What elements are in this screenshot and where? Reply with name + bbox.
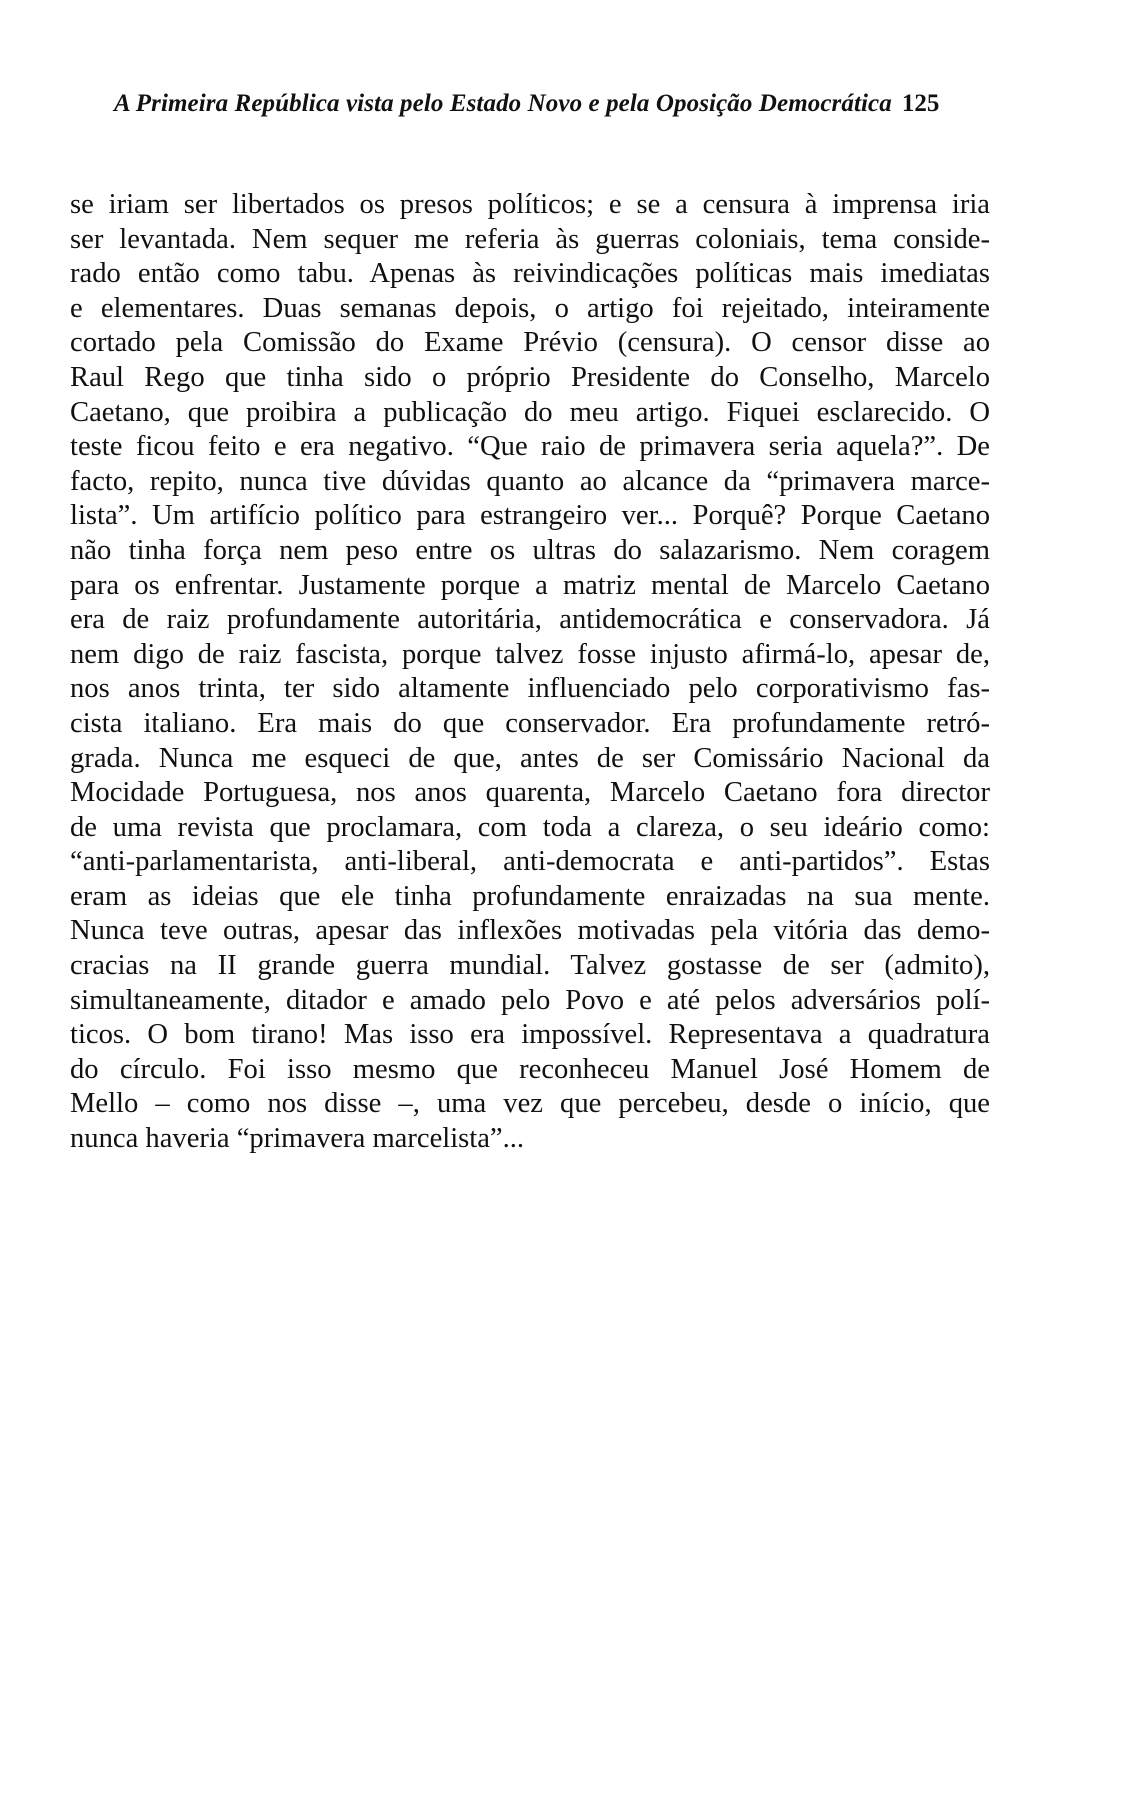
body-paragraph [70, 188, 990, 1157]
text-line: Mocidade Portuguesa, nos anos quarenta, Marcelo Caetano fora director [70, 777, 990, 809]
text-line: era de raiz profundamente autoritária, antidemocrática e conservadora. Já [70, 604, 990, 636]
running-header [114, 88, 990, 120]
text-line: para os enfrentar. Justamente porque a matriz mental de Marcelo Caetano [70, 569, 990, 601]
text-line: cracias na II grande guerra mundial. Talvez gostasse de ser (admito), [70, 950, 990, 982]
text-line: grada. Nunca me esqueci de que, antes de ser Comissário Nacional da [70, 742, 990, 774]
text-line: cista italiano. Era mais do que conservador. Era profundamente retró- [70, 707, 990, 739]
text-line: nos anos trinta, ter sido altamente influenciado pelo corporativismo fas- [70, 673, 990, 705]
text-line: “anti-parlamentarista, anti-liberal, anti-democrata e anti-partidos”. Estas [70, 846, 990, 878]
text-line: Caetano, que proibira a publicação do meu artigo. Fiquei esclarecido. O [70, 396, 990, 428]
text-line: lista”. Um artifício político para estrangeiro ver... Porquê? Porque Caetano [70, 500, 990, 532]
text-line: teste ficou feito e era negativo. “Que raio de primavera seria aquela?”. De [70, 431, 990, 463]
text-line: simultaneamente, ditador e amado pelo Povo e até pelos adversários polí- [70, 984, 990, 1016]
text-line: se iriam ser libertados os presos políticos; e se a censura à imprensa iria [70, 189, 990, 220]
text-line: facto, repito, nunca tive dúvidas quanto ao alcance da “primavera marce- [70, 465, 990, 497]
text-line-last: nunca haveria “primavera marcelista”... [70, 1123, 525, 1155]
text-line: Raul Rego que tinha sido o próprio Presidente do Conselho, Marcelo [70, 361, 990, 393]
text-line: nem digo de raiz fascista, porque talvez fosse injusto afirmá-lo, apesar de, [70, 638, 990, 670]
text-line: ser levantada. Nem sequer me referia às guerras coloniais, tema conside- [70, 223, 990, 255]
text-line: do círculo. Foi isso mesmo que reconheceu Manuel José Homem de [70, 1053, 990, 1085]
text-line: não tinha força nem peso entre os ultras do salazarismo. Nem coragem [70, 534, 990, 566]
text-line: ticos. O bom tirano! Mas isso era impossível. Representava a quadratura [70, 1019, 990, 1051]
text-line: Mello – como nos disse –, uma vez que percebeu, desde o início, que [70, 1088, 990, 1120]
text-line: cortado pela Comissão do Exame Prévio (censura). O censor disse ao [70, 327, 990, 359]
text-line: e elementares. Duas semanas depois, o artigo foi rejeitado, inteiramente [70, 292, 990, 324]
text-line: eram as ideias que ele tinha profundamente enraizadas na sua mente. [70, 880, 990, 912]
page-number: 125 [901, 90, 940, 117]
text-line: rado então como tabu. Apenas às reivindicações políticas mais imediatas [70, 258, 990, 290]
text-line: de uma revista que proclamara, com toda a clareza, o seu ideário como: [70, 811, 990, 843]
running-title: A Primeira República vista pelo Estado Novo e pela Oposição Democrática [114, 90, 892, 117]
text-line: Nunca teve outras, apesar das inflexões motivadas pela vitória das demo- [70, 915, 990, 947]
